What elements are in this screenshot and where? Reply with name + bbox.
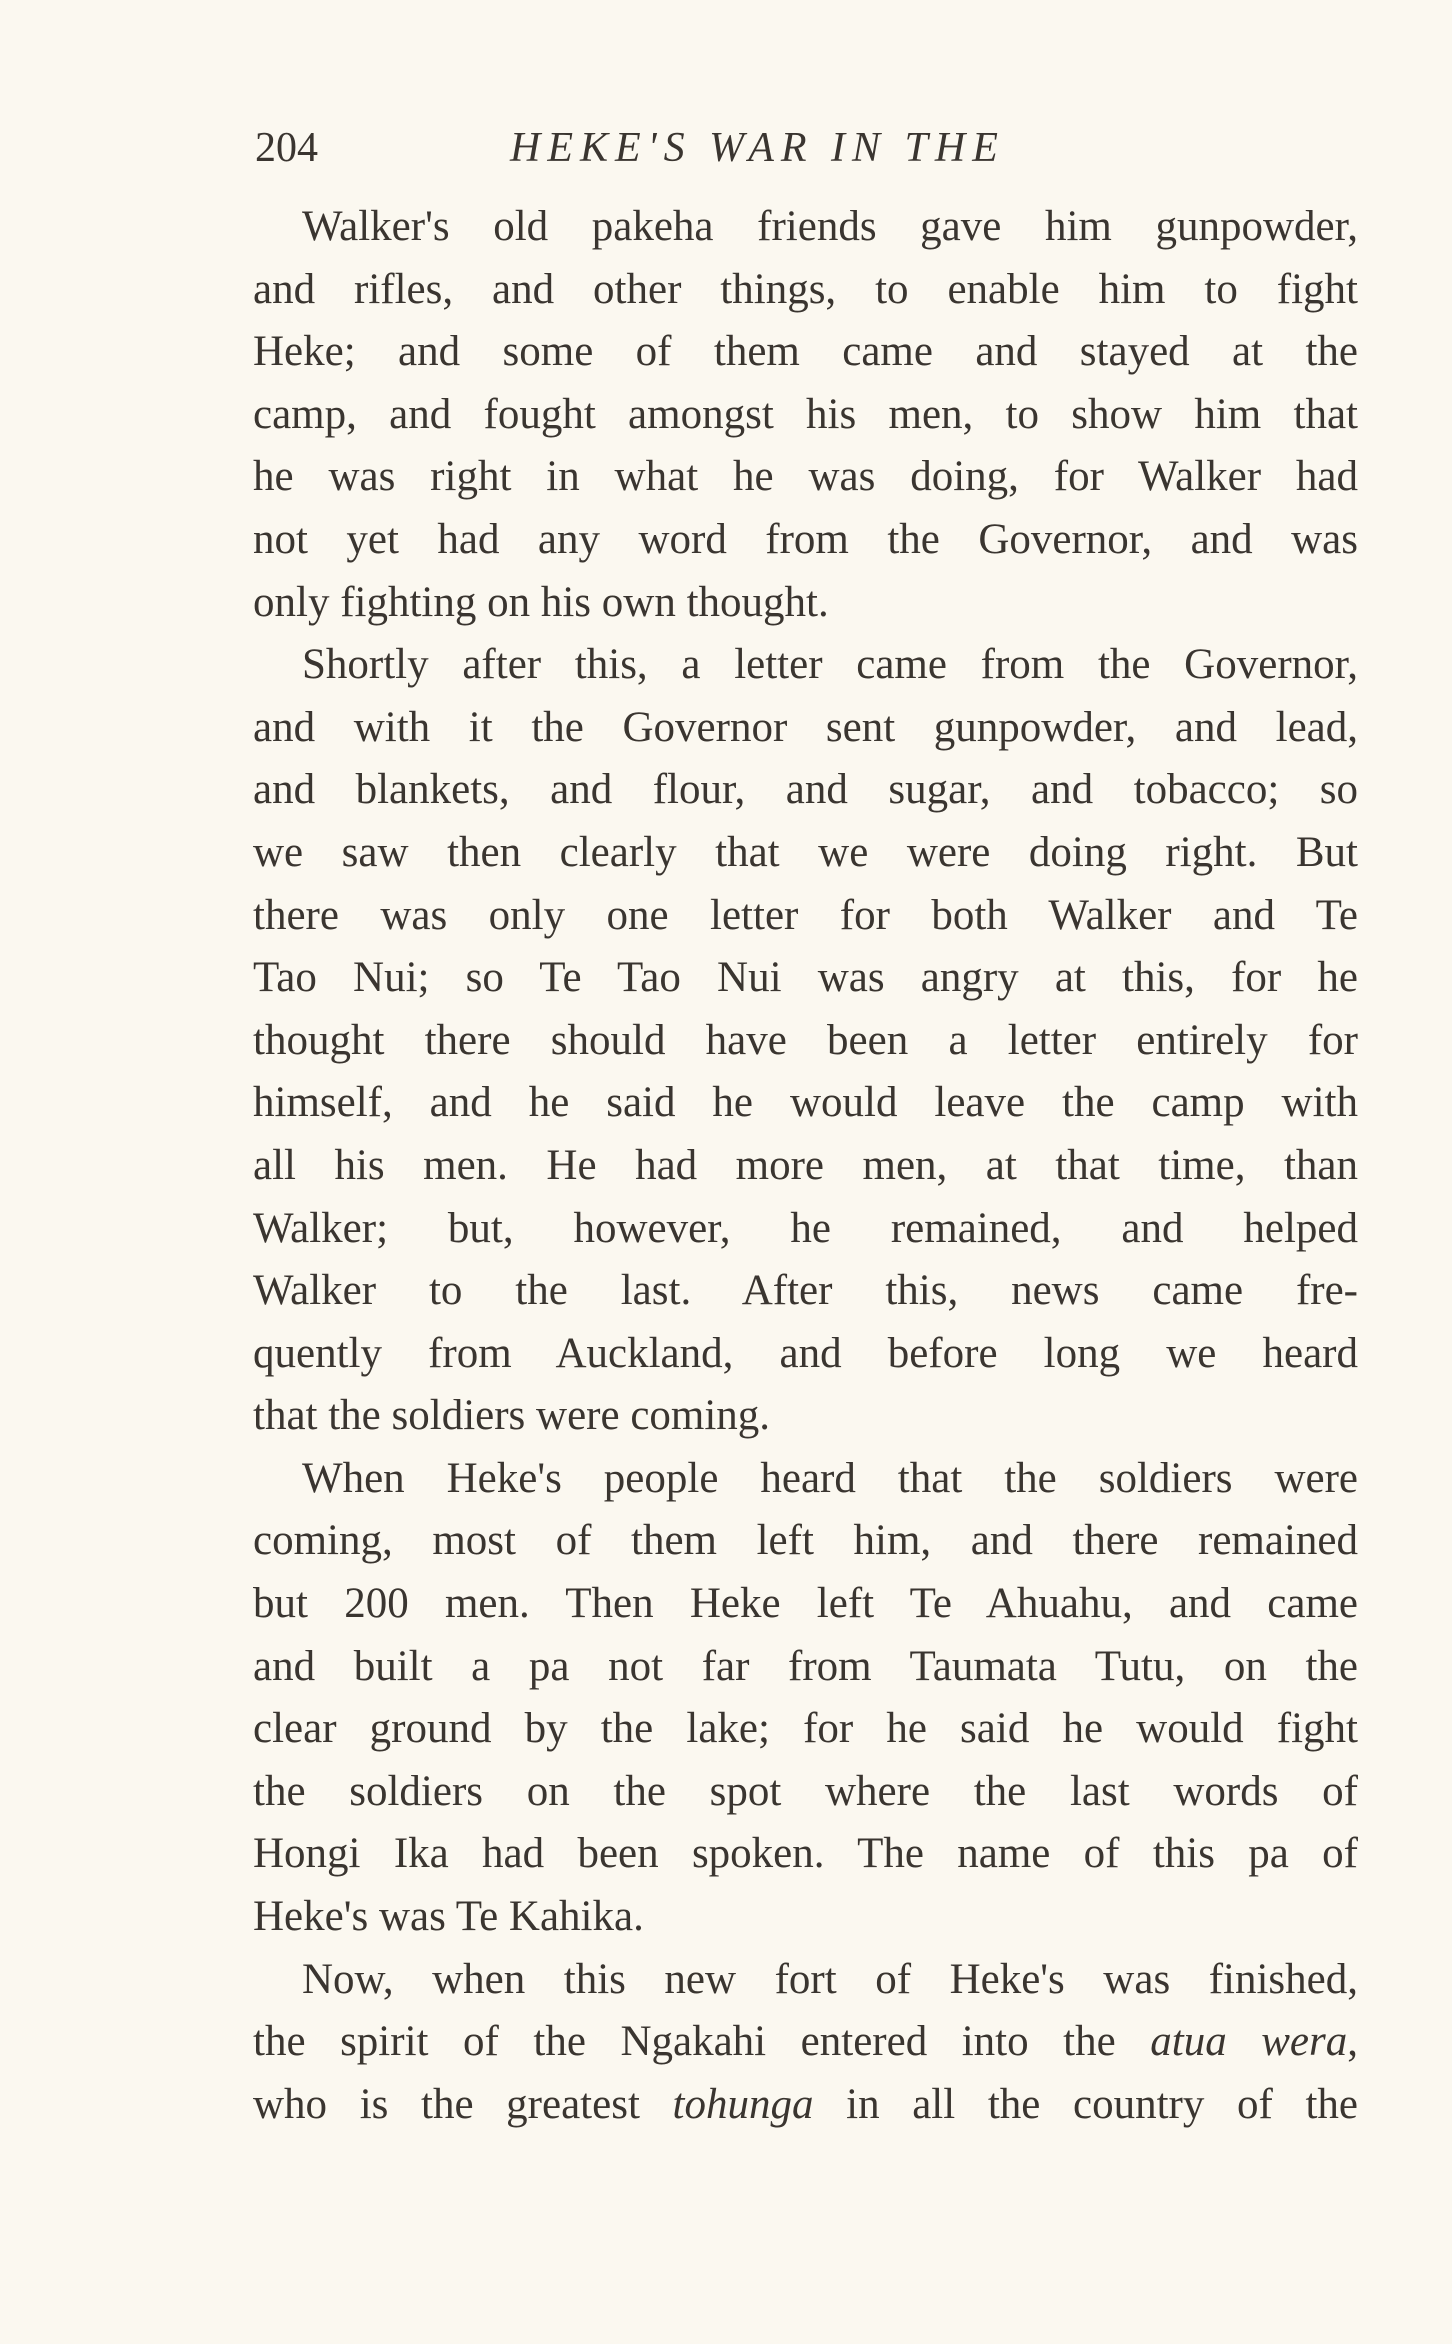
body-text: [253, 196, 1358, 2136]
text-line: the spirit of the Ngakahi entered into the atua wera,: [253, 2018, 1358, 2066]
text-line: Shortly after this, a letter came from the Governor,: [302, 641, 1358, 689]
text-line: Walker to the last. After this, news came fre-: [253, 1267, 1358, 1315]
text-line: coming, most of them left him, and there remained: [253, 1517, 1358, 1565]
text-line: Heke's was Te Kahika.: [253, 1893, 644, 1941]
paragraph-3: [253, 1448, 1358, 1949]
text-line: and rifles, and other things, to enable him to fight: [253, 265, 1358, 313]
text-line: and built a pa not far from Taumata Tutu, on the: [253, 1642, 1358, 1690]
text-line: quently from Auckland, and before long we heard: [253, 1329, 1358, 1377]
running-head: [255, 118, 1355, 178]
paragraph-2: [253, 634, 1358, 1448]
text-line: clear ground by the lake; for he said he would fight: [253, 1705, 1358, 1753]
text-line: there was only one letter for both Walker and Te: [253, 891, 1358, 939]
text-line: not yet had any word from the Governor, and was: [253, 515, 1358, 563]
text-line: and blankets, and flour, and sugar, and tobacco; so: [253, 766, 1358, 814]
text-line: camp, and fought amongst his men, to show him that: [253, 390, 1358, 438]
text-line: Walker; but, however, he remained, and helped: [253, 1204, 1358, 1252]
text-line: that the soldiers were coming.: [253, 1392, 771, 1440]
text-line: but 200 men. Then Heke left Te Ahuahu, and came: [253, 1580, 1358, 1628]
text-line: he was right in what he was doing, for Walker had: [253, 453, 1358, 501]
text-line: When Heke's people heard that the soldiers were: [302, 1454, 1358, 1502]
page-number: 204: [255, 125, 318, 171]
text-line: himself, and he said he would leave the camp with: [253, 1079, 1358, 1127]
text-line: Tao Nui; so Te Tao Nui was angry at this, for he: [253, 954, 1358, 1002]
text-line: thought there should have been a letter entirely for: [253, 1016, 1358, 1064]
text-line: the soldiers on the spot where the last words of: [253, 1767, 1358, 1815]
paragraph-1: [253, 196, 1358, 634]
paragraph-4: [253, 1949, 1358, 2137]
text-line: Now, when this new fort of Heke's was finished,: [302, 1955, 1358, 2003]
text-line: Heke; and some of them came and stayed at the: [253, 328, 1358, 376]
text-line: who is the greatest tohunga in all the country of the: [253, 2080, 1358, 2128]
italic-term: tohunga: [672, 2080, 814, 2128]
text-line: all his men. He had more men, at that time, than: [253, 1141, 1358, 1189]
text-line: we saw then clearly that we were doing right. But: [253, 828, 1358, 876]
running-title: HEKE'S WAR IN THE: [510, 125, 1005, 171]
italic-term: atua wera: [1150, 2018, 1348, 2066]
text-line: Walker's old pakeha friends gave him gunpowder,: [302, 203, 1358, 250]
text-line: only fighting on his own thought.: [253, 578, 829, 626]
text-line: and with it the Governor sent gunpowder, and lead,: [253, 703, 1358, 751]
text-line: Hongi Ika had been spoken. The name of this pa of: [253, 1830, 1358, 1878]
